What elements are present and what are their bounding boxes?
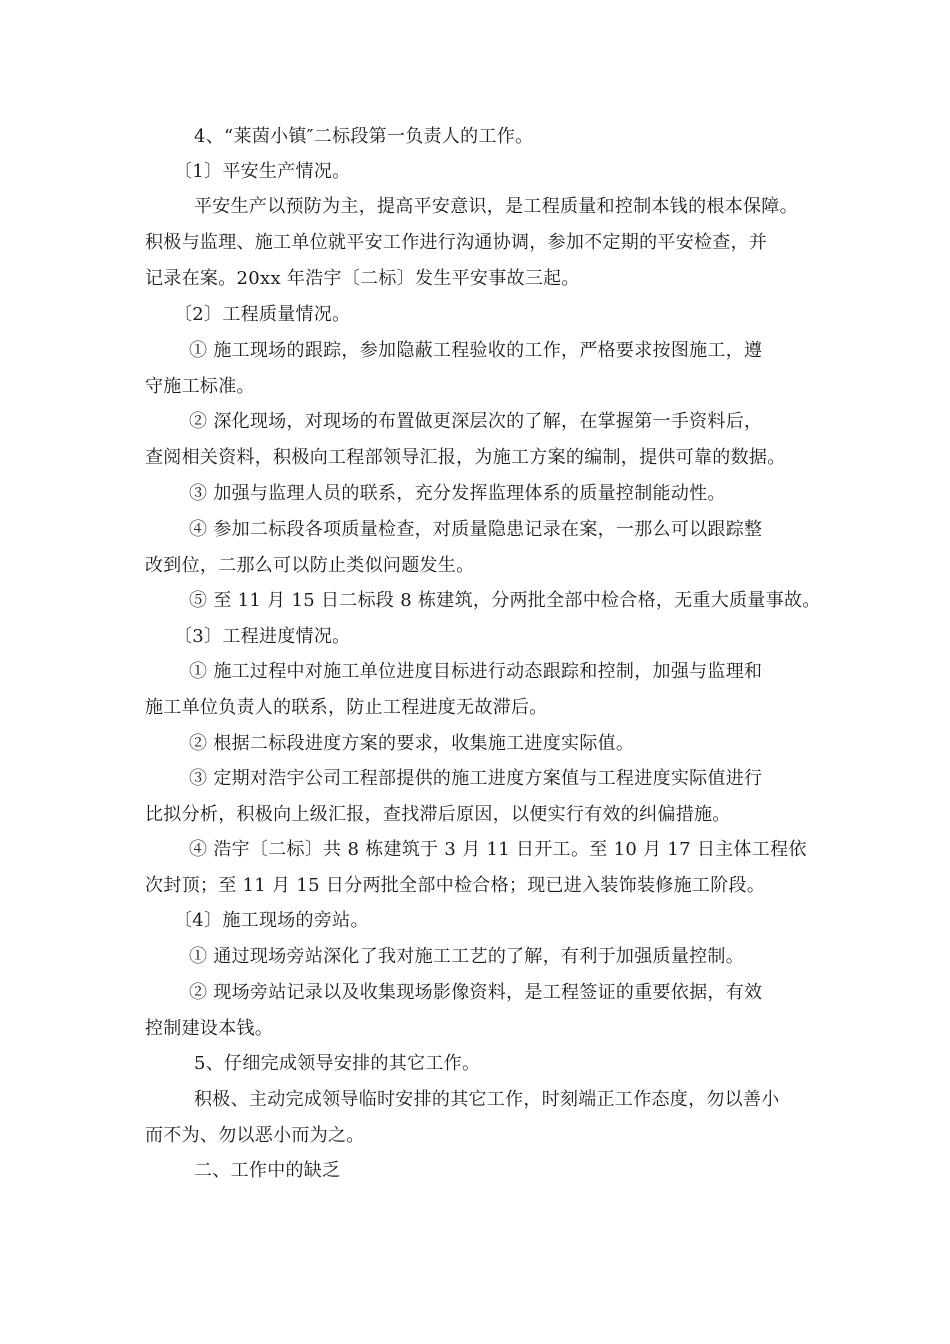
list-item-line: ② 根据二标段进度方案的要求，收集施工进度实际值。	[189, 733, 635, 754]
subheading-quality: 〔2〕工程质量情况。	[174, 304, 351, 325]
section-heading: 二、工作中的缺乏	[194, 1160, 341, 1181]
list-item-line: ③ 加强与监理人员的联系，充分发挥监理体系的质量控制能动性。	[189, 483, 726, 504]
subheading-progress: 〔3〕工程进度情况。	[174, 626, 351, 647]
list-item-line: ① 通过现场旁站深化了我对施工工艺的了解，有利于加强质量控制。	[189, 946, 745, 967]
paragraph-line: 积极与监理、施工单位就平安工作进行沟通协调，参加不定期的平安检查，并	[145, 232, 768, 253]
list-item-line: ② 深化现场，对现场的布置做更深层次的了解，在掌握第一手资料后，	[189, 411, 763, 432]
list-item-line: 施工单位负责人的联系，防止工程进度无故滞后。	[145, 697, 548, 718]
list-item-line: ① 施工现场的跟踪，参加隐蔽工程验收的工作，严格要求按图施工，遵	[189, 340, 763, 361]
list-item-line: 改到位，二那么可以防止类似问题发生。	[145, 555, 475, 576]
list-item-line: 控制建设本钱。	[145, 1018, 274, 1039]
list-item-line: ① 施工过程中对施工单位进度目标进行动态跟踪和控制，加强与监理和	[189, 661, 763, 682]
list-item-line: ④ 浩宇〔二标〕共 8 栋建筑于 3 月 11 日开工。至 10 月 17 日主体工程依	[189, 839, 807, 860]
subheading-safety: 〔1〕平安生产情况。	[174, 161, 351, 182]
paragraph-line: 积极、主动完成领导临时安排的其它工作，时刻端正工作态度，勿以善小	[194, 1089, 780, 1110]
paragraph-line: 记录在案。20xx 年浩宇〔二标〕发生平安事故三起。	[145, 268, 580, 289]
heading-item-5: 5、仔细完成领导安排的其它工作。	[194, 1053, 481, 1074]
list-item-line: 次封顶；至 11 月 15 日分两批全部中检合格；现已进入装饰装修施工阶段。	[145, 875, 766, 896]
list-item-line: 查阅相关资料，积极向工程部领导汇报，为施工方案的编制，提供可靠的数据。	[145, 447, 786, 468]
list-item-line: 守施工标准。	[145, 376, 255, 397]
list-item-line: 比拟分析，积极向上级汇报，查找滞后原因，以便实行有效的纠偏措施。	[145, 804, 731, 825]
subheading-site-supervision: 〔4〕施工现场的旁站。	[174, 910, 369, 931]
list-item-line: ③ 定期对浩宇公司工程部提供的施工进度方案值与工程进度实际值进行	[189, 768, 763, 789]
paragraph-line: 而不为、勿以恶小而为之。	[145, 1125, 365, 1146]
heading-item-4: 4、“莱茵小镇″二标段第一负责人的工作。	[194, 126, 534, 147]
list-item-line: ④ 参加二标段各项质量检查，对质量隐患记录在案，一那么可以跟踪整	[189, 519, 763, 540]
list-item-line: ② 现场旁站记录以及收集现场影像资料，是工程签证的重要依据，有效	[189, 982, 763, 1003]
list-item-line: ⑤ 至 11 月 15 日二标段 8 栋建筑，分两批全部中检合格，无重大质量事故。	[189, 590, 821, 611]
paragraph-line: 平安生产以预防为主，提高平安意识，是工程质量和控制本钱的根本保障。	[194, 196, 798, 217]
